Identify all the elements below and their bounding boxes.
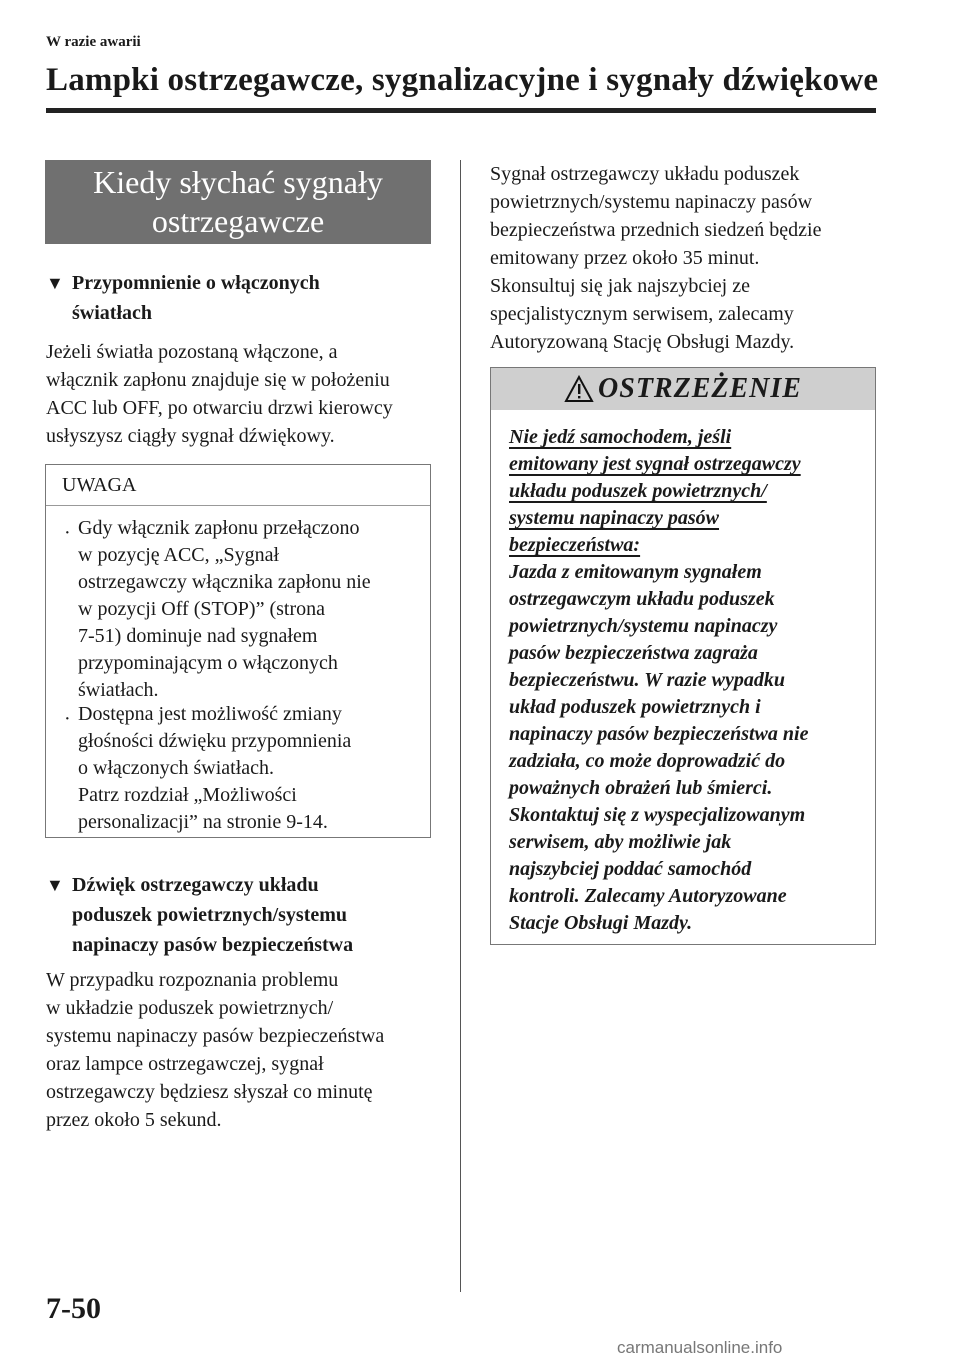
section-label: W razie awarii <box>46 34 141 50</box>
note-line: 7-51) dominuje nad sygnałem <box>78 625 318 647</box>
note-box <box>45 464 431 838</box>
subheading-line: Dźwięk ostrzegawczy układu <box>72 874 319 896</box>
body-line: Jeżeli światła pozostaną włączone, a <box>46 341 338 363</box>
body-line: systemu napinaczy pasów bezpieczeństwa <box>46 1025 385 1047</box>
page-number: 7-50 <box>46 1292 101 1325</box>
lights-reminder-body <box>46 338 393 450</box>
subheading-line: poduszek powietrznych/systemu <box>72 904 348 926</box>
header-rule <box>46 108 876 113</box>
note-line: ostrzegawczy włącznika zapłonu nie <box>78 571 371 593</box>
note-title: UWAGA <box>46 465 430 506</box>
banner-line-1: Kiedy słychać sygnały <box>93 164 383 200</box>
body-line: emitowany przez około 35 minut. <box>490 247 760 269</box>
warning-line: Skontaktuj się z wyspecjalizowanym <box>509 804 806 826</box>
warning-text <box>509 424 808 937</box>
note-line: Gdy włącznik zapłonu przełączono <box>78 517 360 539</box>
body-line: bezpieczeństwa przednich siedzeń będzie <box>490 219 822 241</box>
note-bullet: · <box>64 708 71 730</box>
note-line: przypominającym o włączonych <box>78 652 338 674</box>
warning-box <box>490 367 876 945</box>
section-banner <box>45 160 431 244</box>
warning-underlined-line: systemu napinaczy pasów <box>509 507 720 529</box>
note-line: Patrz rozdział „Możliwości <box>78 784 297 806</box>
warning-line: bezpieczeństwu. W razie wypadku <box>509 669 785 691</box>
subheading-airbag-sound <box>46 870 353 960</box>
warning-triangle-icon <box>564 375 594 403</box>
warning-underlined-line: układu poduszek powietrznych/ <box>509 480 767 502</box>
note-line: światłach. <box>78 679 159 701</box>
body-line: włącznik zapłonu znajduje się w położeniu <box>46 369 390 391</box>
warning-line: pasów bezpieczeństwa zagraża <box>509 642 758 664</box>
body-line: Autoryzowaną Stację Obsługi Mazdy. <box>490 331 795 353</box>
note-line: o włączonych światłach. <box>78 757 275 779</box>
body-line: w układzie poduszek powietrznych/ <box>46 997 334 1019</box>
warning-underlined-line: Nie jedź samochodem, jeśli <box>509 426 732 448</box>
warning-underlined-line: bezpieczeństwa: <box>509 534 641 556</box>
banner-line-2: ostrzegawcze <box>151 203 325 239</box>
warning-line: serwisem, aby możliwie jak <box>509 831 732 853</box>
subheading-line: światłach <box>72 302 152 324</box>
triangle-marker-icon: ▼ <box>46 875 64 895</box>
warning-line: układ poduszek powietrznych i <box>509 696 761 718</box>
body-line: specjalistycznym serwisem, zalecamy <box>490 303 794 325</box>
body-line: ACC lub OFF, po otwarciu drzwi kierowcy <box>46 397 393 419</box>
note-item-1 <box>78 515 371 704</box>
warning-title: OSTRZEŻENIE <box>598 373 802 404</box>
warning-line: poważnych obrażeń lub śmierci. <box>509 777 773 799</box>
note-line: głośności dźwięku przypomnienia <box>78 730 352 752</box>
note-line: w pozycję ACC, „Sygnał <box>78 544 280 566</box>
warning-header <box>491 368 875 410</box>
warning-line: napinaczy pasów bezpieczeństwa nie <box>509 723 809 745</box>
warning-line: powietrznych/systemu napinaczy <box>509 615 778 637</box>
body-line: usłyszysz ciągły sygnał dźwiękowy. <box>46 425 335 447</box>
note-line: personalizacji” na stronie 9-14. <box>78 811 328 833</box>
subheading-line: Przypomnienie o włączonych <box>72 272 320 294</box>
note-line: Dostępna jest możliwość zmiany <box>78 703 342 725</box>
column-divider <box>460 160 461 1292</box>
right-column-body <box>490 160 821 356</box>
watermark: carmanualsonline.info <box>617 1338 783 1357</box>
warning-line: zadziała, co może doprowadzić do <box>509 750 786 772</box>
warning-line: Jazda z emitowanym sygnałem <box>509 561 762 583</box>
body-line: oraz lampce ostrzegawczej, sygnał <box>46 1053 324 1075</box>
warning-line: Stacje Obsługi Mazdy. <box>509 912 693 934</box>
chapter-title: Lampki ostrzegawcze, sygnalizacyjne i sygnały dźwiękowe <box>46 62 879 98</box>
warning-line: najszybciej poddać samochód <box>509 858 752 880</box>
airbag-sound-body <box>46 966 384 1134</box>
body-line: powietrznych/systemu napinaczy pasów <box>490 191 813 213</box>
note-item-2 <box>78 701 351 836</box>
triangle-marker-icon: ▼ <box>46 273 64 293</box>
subheading-lights-reminder <box>46 268 320 328</box>
body-line: przez około 5 sekund. <box>46 1109 222 1131</box>
note-line: w pozycji Off (STOP)” (strona <box>78 598 325 620</box>
body-line: Skonsultuj się jak najszybciej ze <box>490 275 750 297</box>
warning-underlined-line: emitowany jest sygnał ostrzegawczy <box>509 453 801 475</box>
body-line: W przypadku rozpoznania problemu <box>46 969 339 991</box>
subheading-line: napinaczy pasów bezpieczeństwa <box>72 934 354 956</box>
body-line: ostrzegawczy będziesz słyszał co minutę <box>46 1081 373 1103</box>
warning-line: kontroli. Zalecamy Autoryzowane <box>509 885 787 907</box>
body-line: Sygnał ostrzegawczy układu poduszek <box>490 163 800 185</box>
note-bullet: · <box>64 522 71 544</box>
warning-line: ostrzegawczym układu poduszek <box>509 588 775 610</box>
